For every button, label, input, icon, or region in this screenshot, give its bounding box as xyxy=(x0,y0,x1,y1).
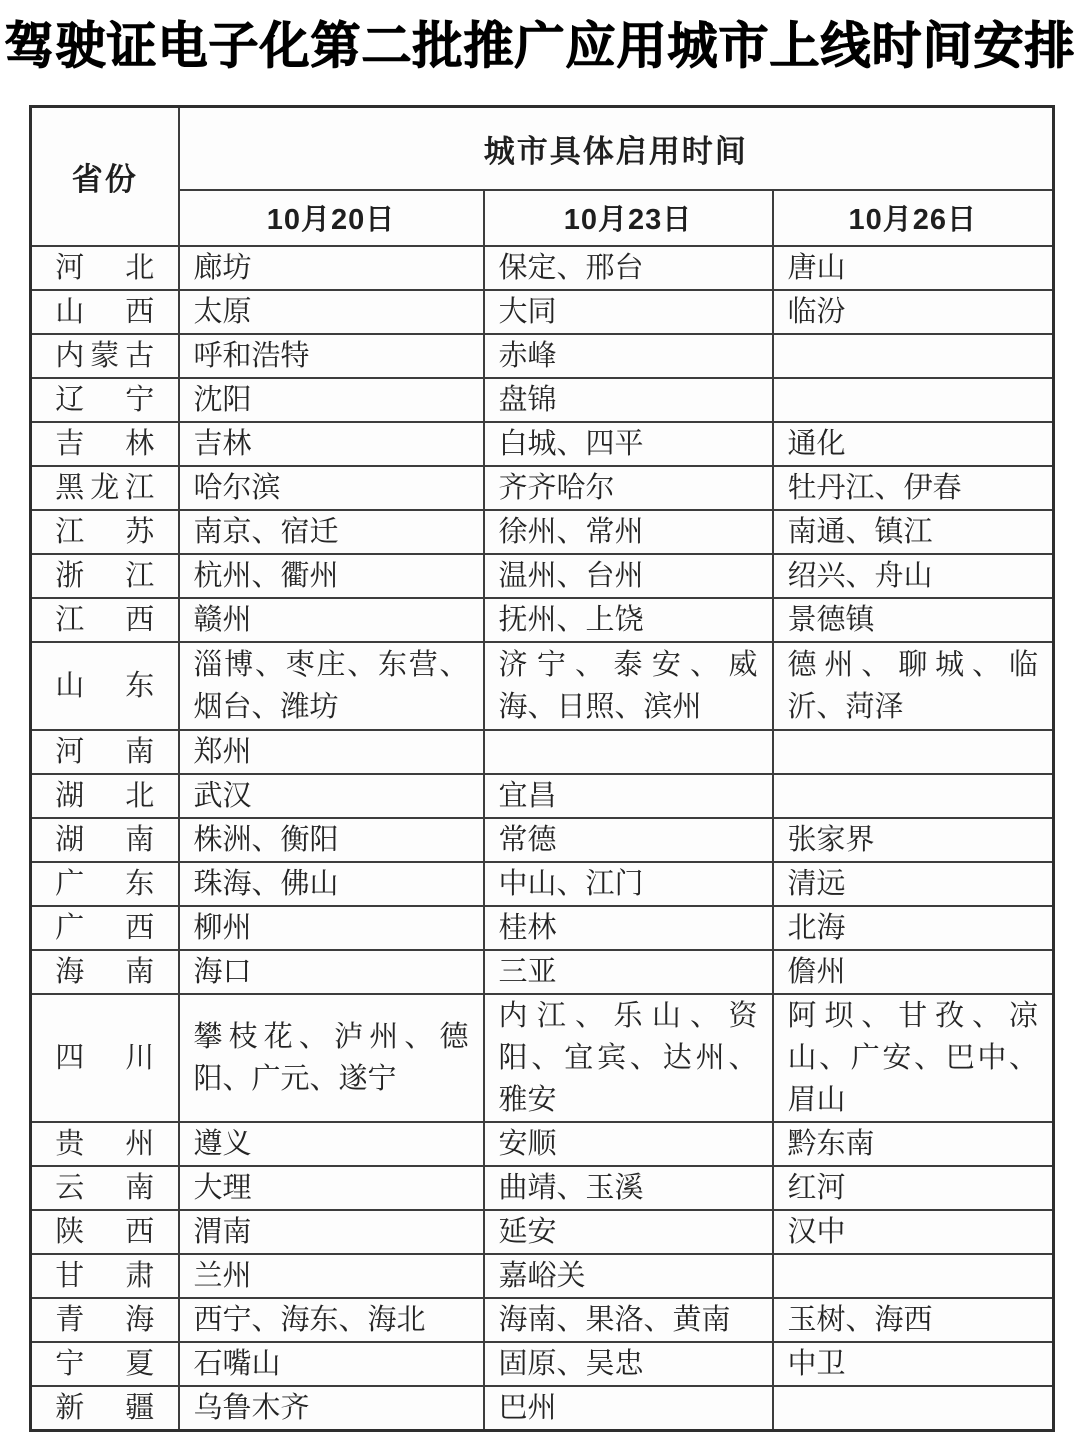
cities-oct23-cell: 延安 xyxy=(484,1210,773,1254)
cities-oct26-cell: 阿坝、甘孜、凉山、广安、巴中、眉山 xyxy=(773,994,1054,1122)
province-label: 贵州 xyxy=(55,1127,155,1160)
cities-oct23-cell: 安顺 xyxy=(484,1122,773,1166)
cities-oct20-cell: 廊坊 xyxy=(179,246,484,290)
cities-oct20-cell: 攀枝花、泸州、德阳、广元、遂宁 xyxy=(179,994,484,1122)
province-cell xyxy=(31,1166,179,1210)
cities-oct26-cell: 南通、镇江 xyxy=(773,510,1054,554)
province-label: 湖北 xyxy=(55,779,155,812)
cities-oct20-cell: 赣州 xyxy=(179,598,484,642)
cities-oct20-cell: 呼和浩特 xyxy=(179,334,484,378)
province-cell xyxy=(31,466,179,510)
cities-oct23-cell: 三亚 xyxy=(484,950,773,994)
table-row xyxy=(31,818,1054,862)
cities-oct23-cell: 济宁、泰安、威海、日照、滨州 xyxy=(484,642,773,730)
province-cell xyxy=(31,862,179,906)
table-row xyxy=(31,246,1054,290)
province-cell xyxy=(31,422,179,466)
table-row xyxy=(31,774,1054,818)
cities-oct20-cell: 沈阳 xyxy=(179,378,484,422)
cities-oct23-cell: 巴州 xyxy=(484,1386,773,1431)
cities-oct23-cell: 常德 xyxy=(484,818,773,862)
cities-oct23-cell: 保定、邢台 xyxy=(484,246,773,290)
province-cell xyxy=(31,950,179,994)
province-label: 辽宁 xyxy=(55,383,155,416)
cities-oct26-cell: 临汾 xyxy=(773,290,1054,334)
province-label: 青海 xyxy=(55,1303,155,1336)
cities-oct26-cell: 中卫 xyxy=(773,1342,1054,1386)
cities-oct20-cell: 杭州、衢州 xyxy=(179,554,484,598)
cities-oct26-cell xyxy=(773,1254,1054,1298)
cities-oct20-cell: 武汉 xyxy=(179,774,484,818)
province-cell xyxy=(31,1298,179,1342)
province-label: 山东 xyxy=(55,669,155,702)
cities-oct20-cell: 柳州 xyxy=(179,906,484,950)
cities-oct26-cell xyxy=(773,378,1054,422)
cities-oct23-cell: 盘锦 xyxy=(484,378,773,422)
cities-oct20-cell: 哈尔滨 xyxy=(179,466,484,510)
table-row xyxy=(31,1210,1054,1254)
province-cell xyxy=(31,1254,179,1298)
province-cell xyxy=(31,818,179,862)
cities-oct26-cell: 玉树、海西 xyxy=(773,1298,1054,1342)
province-cell xyxy=(31,554,179,598)
cities-oct23-cell: 嘉峪关 xyxy=(484,1254,773,1298)
column-header-oct26: 10月26日 xyxy=(773,190,1054,246)
cities-oct26-cell: 儋州 xyxy=(773,950,1054,994)
column-header-province: 省份 xyxy=(31,107,179,246)
province-cell xyxy=(31,1342,179,1386)
cities-oct23-cell xyxy=(484,730,773,774)
province-cell xyxy=(31,906,179,950)
cities-oct26-cell xyxy=(773,334,1054,378)
table-row xyxy=(31,598,1054,642)
cities-oct20-cell: 株洲、衡阳 xyxy=(179,818,484,862)
cities-oct20-cell: 石嘴山 xyxy=(179,1342,484,1386)
header-row-dates xyxy=(31,190,1054,246)
province-label: 黑龙江 xyxy=(55,471,155,504)
province-cell xyxy=(31,378,179,422)
page-title: 驾驶证电子化第二批推广应用城市上线时间安排 xyxy=(4,18,1076,74)
table-row xyxy=(31,334,1054,378)
header-row-group xyxy=(31,107,1054,190)
table-row xyxy=(31,1122,1054,1166)
province-cell xyxy=(31,730,179,774)
province-cell xyxy=(31,598,179,642)
cities-oct20-cell: 渭南 xyxy=(179,1210,484,1254)
cities-oct26-cell: 张家界 xyxy=(773,818,1054,862)
table-row xyxy=(31,994,1054,1122)
cities-oct20-cell: 吉林 xyxy=(179,422,484,466)
province-cell xyxy=(31,774,179,818)
province-label: 江苏 xyxy=(55,515,155,548)
cities-oct26-cell: 通化 xyxy=(773,422,1054,466)
cities-oct20-cell: 珠海、佛山 xyxy=(179,862,484,906)
province-label: 四川 xyxy=(55,1041,155,1074)
cities-oct23-cell: 大同 xyxy=(484,290,773,334)
column-header-activation-time: 城市具体启用时间 xyxy=(179,107,1054,190)
province-cell xyxy=(31,290,179,334)
province-label: 吉林 xyxy=(55,427,155,460)
cities-oct20-cell: 南京、宿迁 xyxy=(179,510,484,554)
cities-oct23-cell: 齐齐哈尔 xyxy=(484,466,773,510)
province-label: 河北 xyxy=(55,251,155,284)
province-label: 内蒙古 xyxy=(55,339,155,372)
cities-oct26-cell: 绍兴、舟山 xyxy=(773,554,1054,598)
table-row xyxy=(31,730,1054,774)
province-cell xyxy=(31,334,179,378)
province-cell xyxy=(31,1210,179,1254)
table-row xyxy=(31,906,1054,950)
province-label: 新疆 xyxy=(55,1391,155,1424)
cities-oct23-cell: 抚州、上饶 xyxy=(484,598,773,642)
table-row xyxy=(31,1342,1054,1386)
cities-oct23-cell: 赤峰 xyxy=(484,334,773,378)
table-row xyxy=(31,554,1054,598)
cities-oct23-cell: 固原、吴忠 xyxy=(484,1342,773,1386)
cities-oct23-cell: 白城、四平 xyxy=(484,422,773,466)
cities-oct20-cell: 兰州 xyxy=(179,1254,484,1298)
province-cell xyxy=(31,1386,179,1431)
cities-oct26-cell xyxy=(773,1386,1054,1431)
cities-oct26-cell: 清远 xyxy=(773,862,1054,906)
cities-oct23-cell: 内江、乐山、资阳、宜宾、达州、雅安 xyxy=(484,994,773,1122)
cities-oct20-cell: 海口 xyxy=(179,950,484,994)
cities-oct23-cell: 桂林 xyxy=(484,906,773,950)
province-label: 广西 xyxy=(55,911,155,944)
table-row xyxy=(31,950,1054,994)
cities-oct20-cell: 淄博、枣庄、东营、烟台、潍坊 xyxy=(179,642,484,730)
province-label: 江西 xyxy=(55,603,155,636)
table-body xyxy=(31,246,1054,1431)
province-label: 山西 xyxy=(55,295,155,328)
province-label: 陕西 xyxy=(55,1215,155,1248)
table-row xyxy=(31,862,1054,906)
table-row xyxy=(31,1386,1054,1431)
cities-oct26-cell: 唐山 xyxy=(773,246,1054,290)
cities-oct26-cell xyxy=(773,730,1054,774)
cities-oct26-cell: 德州、聊城、临沂、菏泽 xyxy=(773,642,1054,730)
province-label: 甘肃 xyxy=(55,1259,155,1292)
province-label: 浙江 xyxy=(55,559,155,592)
cities-oct26-cell: 景德镇 xyxy=(773,598,1054,642)
cities-oct26-cell: 牡丹江、伊春 xyxy=(773,466,1054,510)
table-row xyxy=(31,1298,1054,1342)
cities-oct23-cell: 曲靖、玉溪 xyxy=(484,1166,773,1210)
province-cell xyxy=(31,510,179,554)
table-row xyxy=(31,466,1054,510)
cities-oct26-cell: 红河 xyxy=(773,1166,1054,1210)
table-header xyxy=(31,107,1054,246)
cities-oct20-cell: 太原 xyxy=(179,290,484,334)
cities-oct26-cell: 黔东南 xyxy=(773,1122,1054,1166)
cities-oct23-cell: 温州、台州 xyxy=(484,554,773,598)
table-row xyxy=(31,642,1054,730)
cities-oct26-cell: 北海 xyxy=(773,906,1054,950)
launch-schedule-table xyxy=(29,105,1055,1432)
province-label: 广东 xyxy=(55,867,155,900)
province-label: 宁夏 xyxy=(55,1347,155,1380)
cities-oct23-cell: 中山、江门 xyxy=(484,862,773,906)
cities-oct20-cell: 遵义 xyxy=(179,1122,484,1166)
cities-oct20-cell: 郑州 xyxy=(179,730,484,774)
province-label: 河南 xyxy=(55,735,155,768)
cities-oct20-cell: 乌鲁木齐 xyxy=(179,1386,484,1431)
cities-oct20-cell: 大理 xyxy=(179,1166,484,1210)
table-row xyxy=(31,1254,1054,1298)
table-row xyxy=(31,1166,1054,1210)
column-header-oct23: 10月23日 xyxy=(484,190,773,246)
column-header-oct20: 10月20日 xyxy=(179,190,484,246)
cities-oct23-cell: 海南、果洛、黄南 xyxy=(484,1298,773,1342)
table-row xyxy=(31,378,1054,422)
table-row xyxy=(31,510,1054,554)
cities-oct23-cell: 徐州、常州 xyxy=(484,510,773,554)
province-label: 湖南 xyxy=(55,823,155,856)
province-label: 云南 xyxy=(55,1171,155,1204)
cities-oct23-cell: 宜昌 xyxy=(484,774,773,818)
province-label: 海南 xyxy=(55,955,155,988)
cities-oct26-cell xyxy=(773,774,1054,818)
province-cell xyxy=(31,994,179,1122)
province-cell xyxy=(31,1122,179,1166)
province-cell xyxy=(31,642,179,730)
cities-oct20-cell: 西宁、海东、海北 xyxy=(179,1298,484,1342)
table-row xyxy=(31,290,1054,334)
table-row xyxy=(31,422,1054,466)
cities-oct26-cell: 汉中 xyxy=(773,1210,1054,1254)
province-cell xyxy=(31,246,179,290)
